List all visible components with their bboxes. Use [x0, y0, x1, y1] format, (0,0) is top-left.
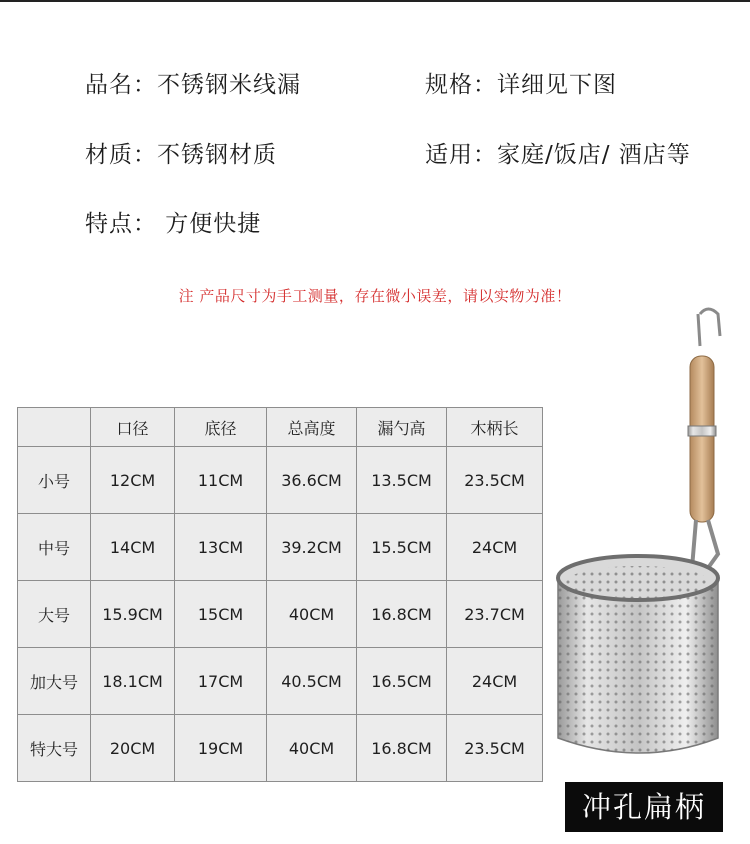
table-header-total-height: 总高度: [267, 408, 357, 447]
table-row: [18, 514, 543, 581]
spec-usage: 适用：家庭/饭店/ 酒店等: [425, 142, 691, 168]
table-cell: 13CM: [175, 514, 267, 581]
size-table: [17, 407, 543, 782]
table-row: [18, 581, 543, 648]
size-name: 加大号: [18, 648, 91, 715]
size-name: 大号: [18, 581, 91, 648]
table-header-handle-length: 木柄长: [447, 408, 543, 447]
table-cell: 24CM: [447, 648, 543, 715]
size-name: 小号: [18, 447, 91, 514]
perforation-pattern: [558, 578, 718, 753]
table-cell: 23.7CM: [447, 581, 543, 648]
spec-feature: 特点： 方便快捷: [85, 211, 262, 237]
table-row: [18, 715, 543, 782]
table-cell: 16.8CM: [357, 715, 447, 782]
product-style-label: 冲孔扁柄: [565, 782, 723, 832]
top-divider: [0, 0, 750, 2]
table-cell: 17CM: [175, 648, 267, 715]
table-cell: 24CM: [447, 514, 543, 581]
table-cell: 16.8CM: [357, 581, 447, 648]
table-cell: 23.5CM: [447, 715, 543, 782]
table-header-row: [18, 408, 543, 447]
table-cell: 14CM: [91, 514, 175, 581]
table-cell: 19CM: [175, 715, 267, 782]
table-cell: 15.9CM: [91, 581, 175, 648]
table-header-mouth-diameter: 口径: [91, 408, 175, 447]
table-cell: 15.5CM: [357, 514, 447, 581]
table-cell: 18.1CM: [91, 648, 175, 715]
table-row: [18, 447, 543, 514]
table-cell: 36.6CM: [267, 447, 357, 514]
strainer-basket-image: [548, 306, 738, 766]
wooden-handle: [690, 356, 714, 522]
table-header-basket-height: 漏勺高: [357, 408, 447, 447]
table-cell: 23.5CM: [447, 447, 543, 514]
handle-clamp: [688, 426, 716, 436]
table-cell: 13.5CM: [357, 447, 447, 514]
table-row: [18, 648, 543, 715]
table-cell: 12CM: [91, 447, 175, 514]
size-name: 中号: [18, 514, 91, 581]
table-cell: 15CM: [175, 581, 267, 648]
hanging-hook: [698, 309, 720, 346]
table-cell: 20CM: [91, 715, 175, 782]
spec-material: 材质：不锈钢材质: [85, 142, 277, 168]
table-header-bottom-diameter: 底径: [175, 408, 267, 447]
size-name: 特大号: [18, 715, 91, 782]
table-cell: 40CM: [267, 581, 357, 648]
table-cell: 40CM: [267, 715, 357, 782]
table-cell: 40.5CM: [267, 648, 357, 715]
spec-product-name: 品名：不锈钢米线漏: [85, 72, 301, 98]
measurement-note: 注 产品尺寸为手工测量，存在微小误差，请以实物为准！: [178, 287, 572, 305]
table-cell: 16.5CM: [357, 648, 447, 715]
table-header-corner: [18, 408, 91, 447]
table-cell: 39.2CM: [267, 514, 357, 581]
spec-size: 规格：详细见下图: [425, 72, 617, 98]
basket-inner: [566, 566, 710, 598]
table-cell: 11CM: [175, 447, 267, 514]
